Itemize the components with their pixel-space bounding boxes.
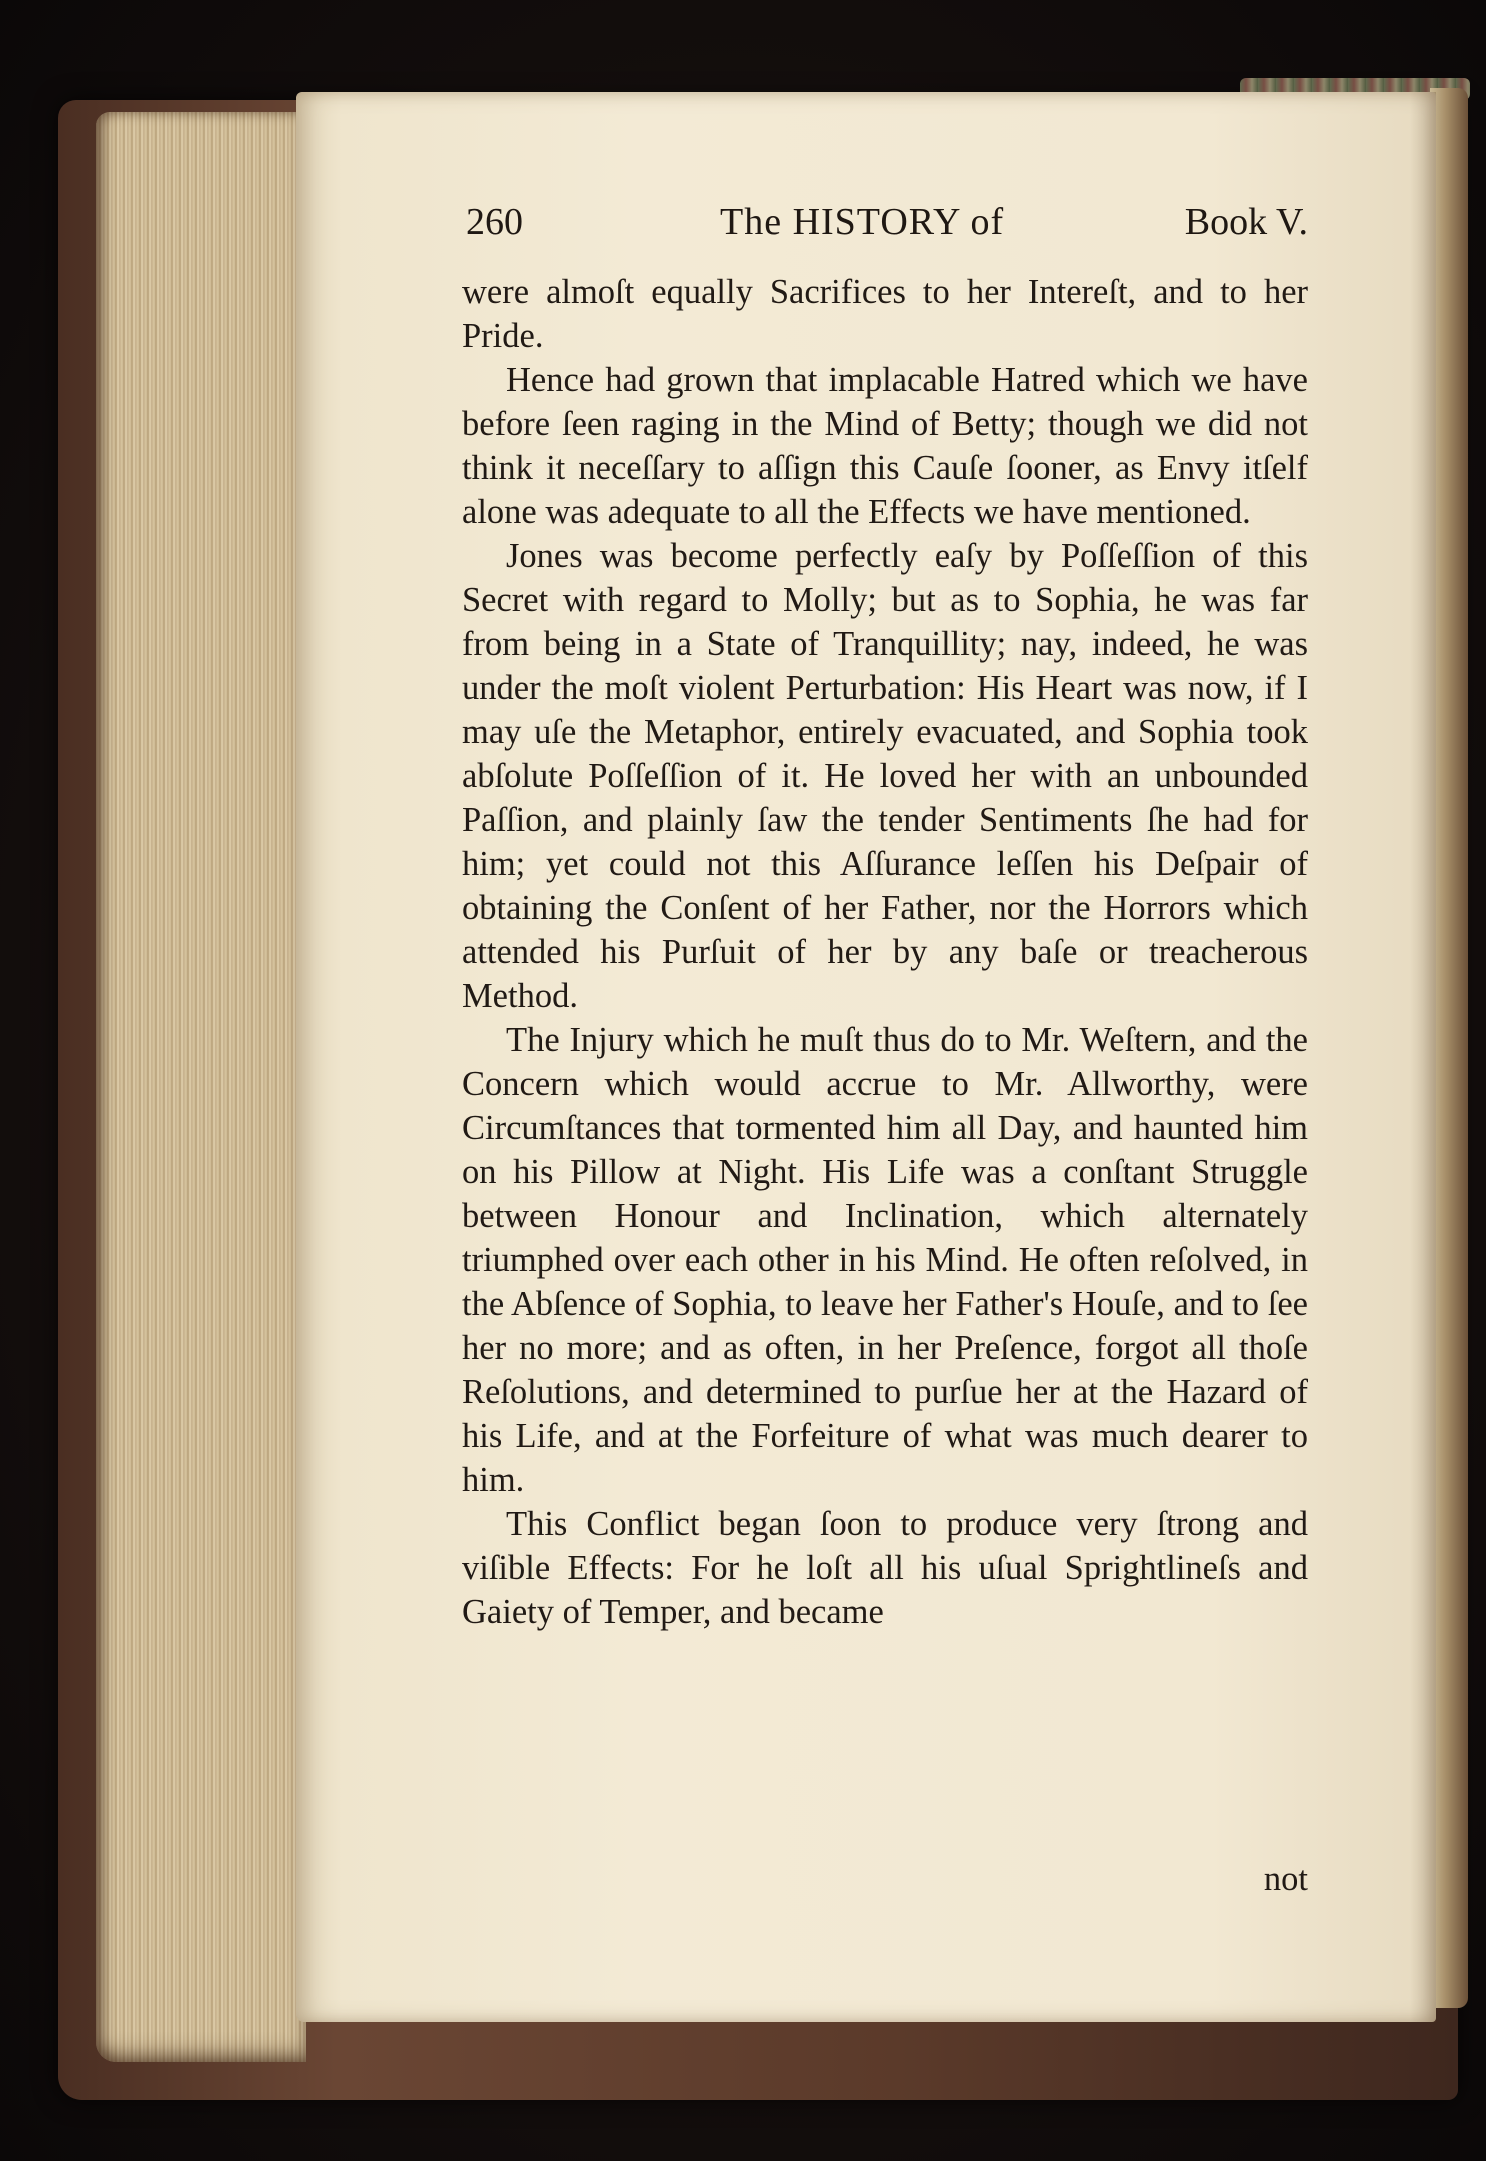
running-head xyxy=(462,200,1308,260)
gutter-shadow xyxy=(1410,92,1436,2022)
paragraph: The Injury which he muſt thus do to Mr. Weſtern, and the Concern which would accrue to Mr. Allworthy, were Circumſtances that tormented him all Day, and haunted him on his Pillow at Night. His Life was a conſtant Struggle between Honour and Inclination, which alternately triumphed over each other in his Mind. He often reſolved, in the Abſence of Sophia, to leave her Father's Houſe, and to ſee her no more; and as often, in her Preſence, forgot all thoſe Reſolutions, and determined to purſue her at the Hazard of his Life, and at the Forfeiture of what was much dearer to him. xyxy=(462,1021,1308,1499)
running-title: The HISTORY of xyxy=(720,201,1005,243)
catchword: not xyxy=(1263,1860,1308,1898)
body-text xyxy=(462,270,1308,1634)
page-edges xyxy=(96,112,306,2062)
paragraph: Hence had grown that implacable Hatred which we have before ſeen raging in the Mind of Betty; though we did not think it neceſſary to aſſign this Cauſe ſooner, as Envy itſelf alone was adequate to all the Effects we have mentioned. xyxy=(462,361,1308,531)
book-label: Book V. xyxy=(1184,201,1308,243)
paragraph: Jones was become perfectly eaſy by Poſſeſſion of this Secret with regard to Molly; but as to Sophia, he was far from being in a State of Tranquillity; nay, indeed, he was under the moſt violent Perturbation: His Heart was now, if I may uſe the Metaphor, entirely evacuated, and Sophia took abſolute Poſſeſſion of it. He loved her with an unbounded Paſſion, and plainly ſaw the tender Sentiments ſhe had for him; yet could not this Aſſurance leſſen his Deſpair of obtaining the Conſent of her Father, nor the Horrors which attended his Purſuit of her by any baſe or treacherous Method. xyxy=(462,537,1308,1015)
page-number: 260 xyxy=(466,201,523,243)
paragraph: This Conflict began ſoon to produce very ſtrong and viſible Effects: For he loſt all his uſual Sprightlineſs and Gaiety of Temper, and became xyxy=(462,1505,1308,1631)
paragraph: were almoſt equally Sacrifices to her Intereſt, and to her Pride. xyxy=(462,273,1308,355)
